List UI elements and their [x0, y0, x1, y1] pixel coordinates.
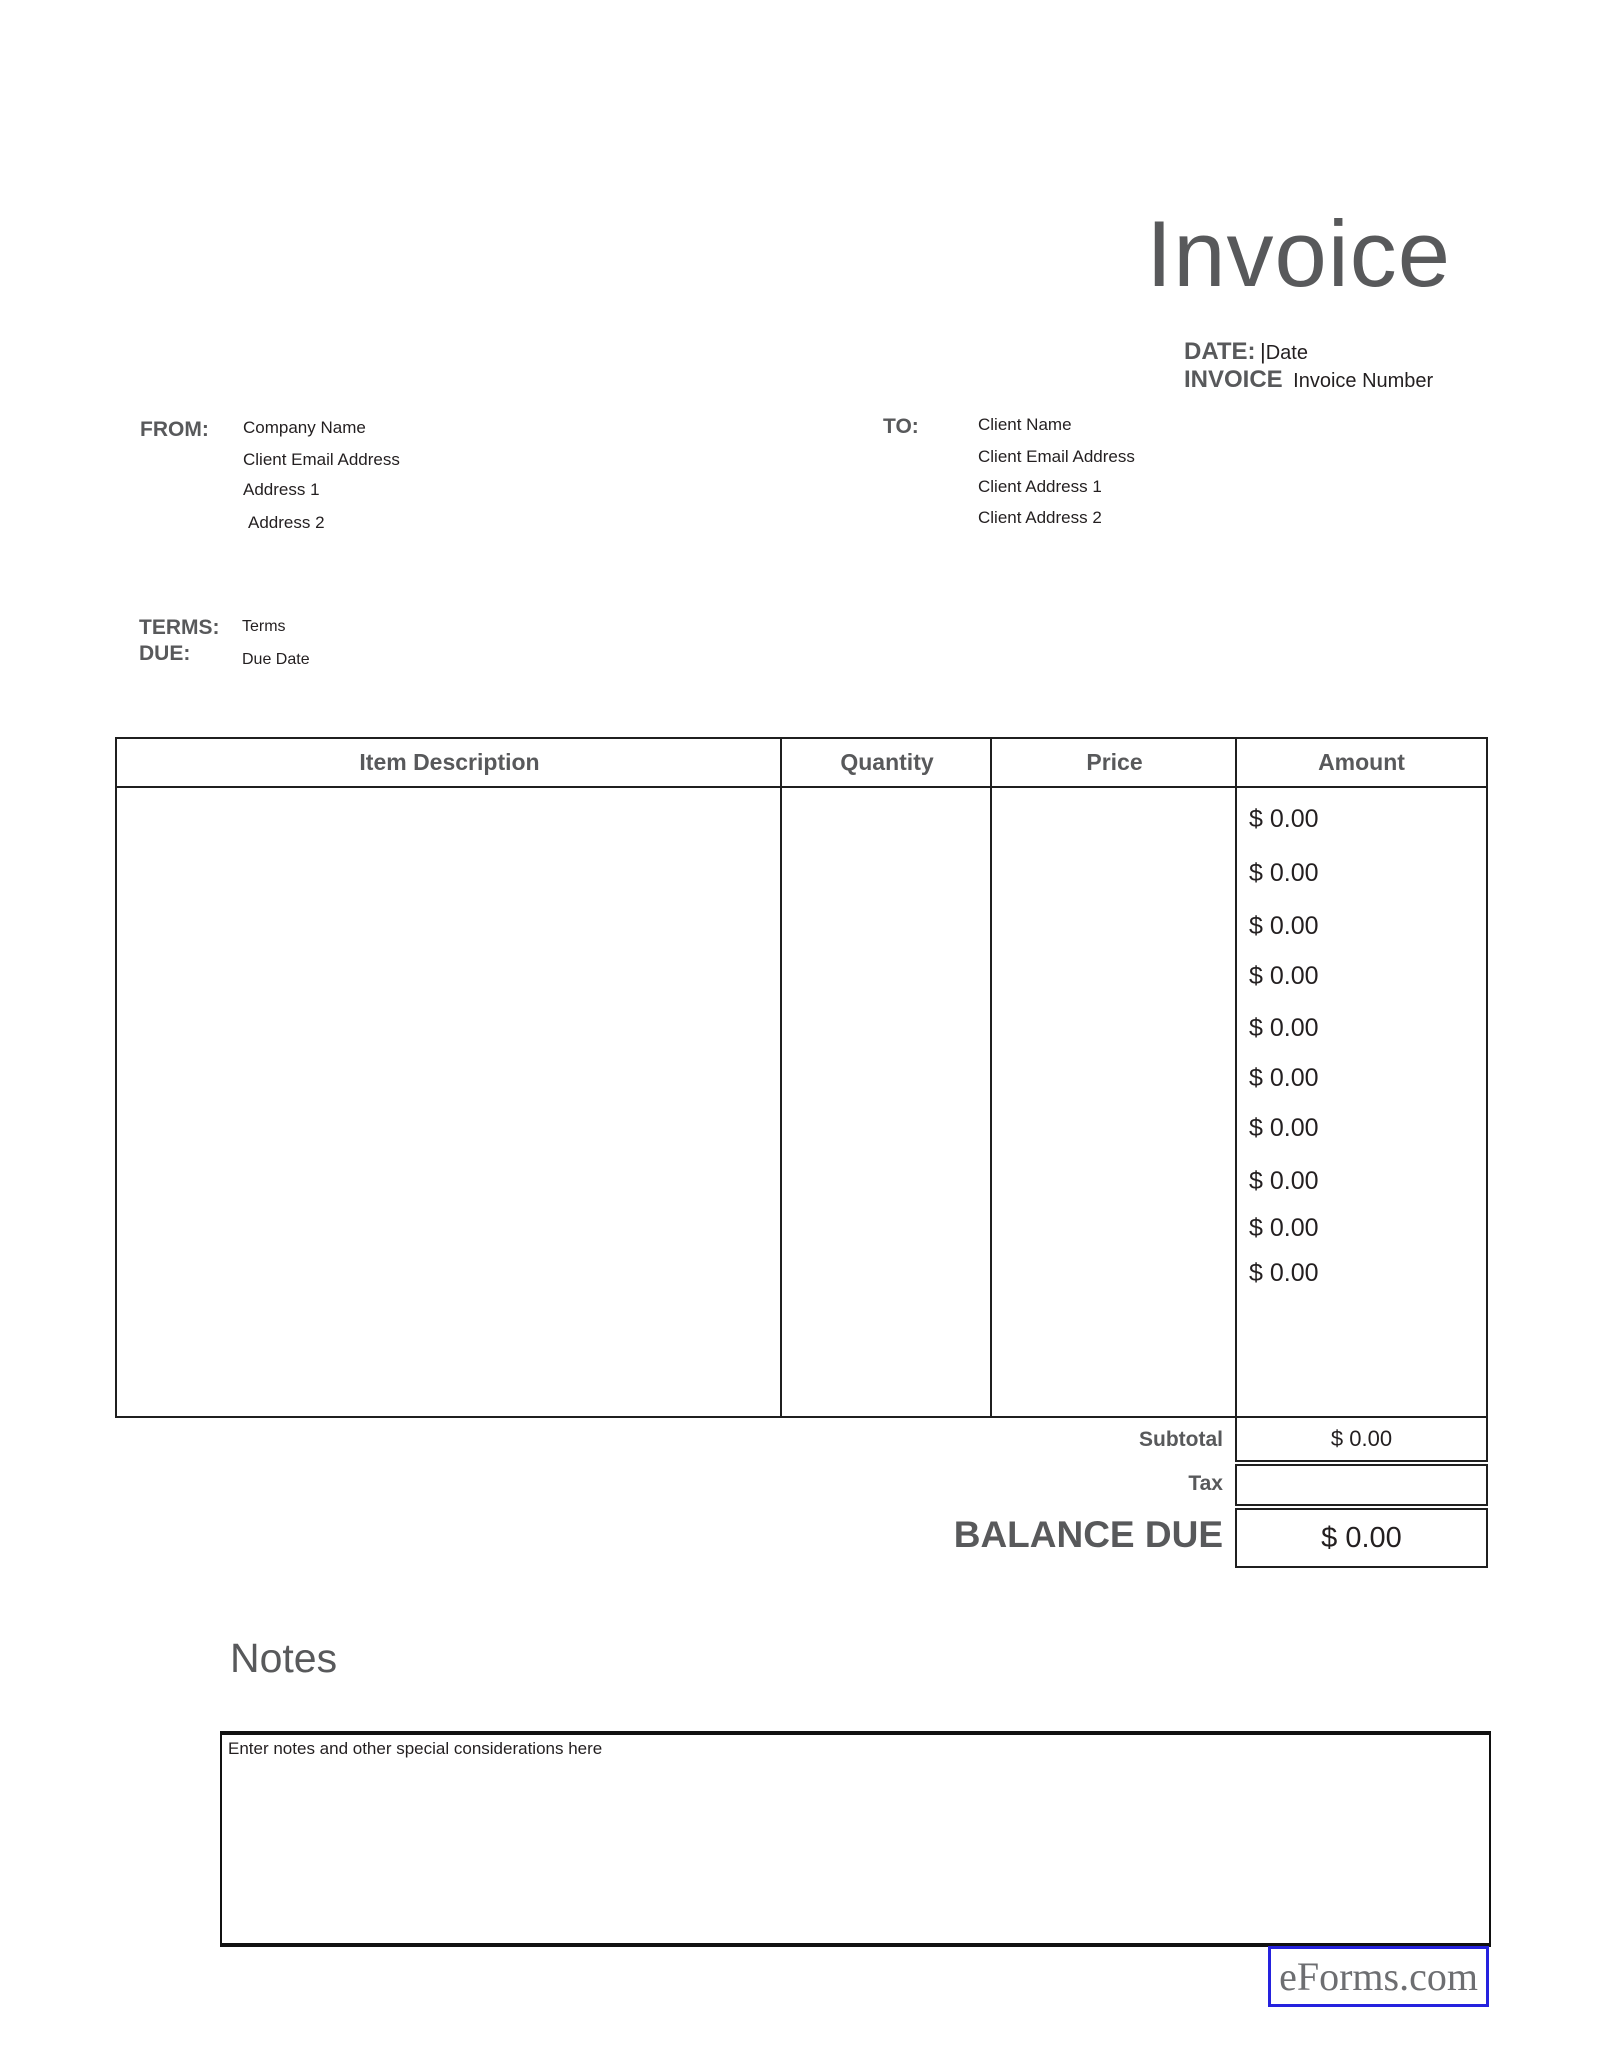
invoice-number-label: INVOICE	[1184, 366, 1283, 393]
amount-cell[interactable]: $ 0.00	[1249, 1259, 1319, 1287]
amount-cell[interactable]: $ 0.00	[1249, 859, 1319, 887]
terms-value-field[interactable]: Terms	[242, 618, 286, 635]
tax-label: Tax	[1188, 1472, 1223, 1495]
amount-cell[interactable]: $ 0.00	[1249, 1014, 1319, 1042]
header-item-description: Item Description	[359, 749, 540, 775]
amount-cell[interactable]: $ 0.00	[1249, 1214, 1319, 1242]
balance-due-label: BALANCE DUE	[953, 1514, 1223, 1555]
notes-heading: Notes	[230, 1635, 338, 1681]
items-table	[115, 737, 1488, 1418]
invoice-title: Invoice	[1146, 201, 1451, 306]
balance-due-value: $ 0.00	[1235, 1508, 1488, 1568]
from-address-2-field[interactable]: Address 2	[248, 513, 325, 532]
amount-cell[interactable]: $ 0.00	[1249, 805, 1319, 833]
amount-cell[interactable]: $ 0.00	[1249, 962, 1319, 990]
column-divider	[1235, 739, 1237, 1416]
items-table-header	[117, 739, 1486, 788]
from-email-field[interactable]: Client Email Address	[243, 450, 400, 469]
to-address-2-field[interactable]: Client Address 2	[978, 508, 1102, 527]
date-label: DATE:	[1184, 338, 1256, 365]
to-address-1-field[interactable]: Client Address 1	[978, 477, 1102, 496]
header-price: Price	[1086, 749, 1143, 775]
subtotal-label: Subtotal	[1139, 1428, 1223, 1451]
text-cursor-mark: |	[1260, 339, 1266, 364]
header-quantity: Quantity	[840, 749, 934, 775]
from-address-1-field[interactable]: Address 1	[243, 480, 320, 499]
amount-cell[interactable]: $ 0.00	[1249, 1167, 1319, 1195]
due-date-field[interactable]: Due Date	[242, 651, 310, 668]
eforms-link[interactable]: eForms.com	[1268, 1946, 1489, 2007]
quantity-input-area[interactable]	[782, 788, 990, 1416]
notes-placeholder: Enter notes and other special considerations here	[228, 1739, 603, 1758]
tax-value-field[interactable]	[1235, 1464, 1488, 1506]
invoice-number-field[interactable]: Invoice Number	[1293, 370, 1434, 392]
amount-cell[interactable]: $ 0.00	[1249, 1114, 1319, 1142]
amount-cell[interactable]: $ 0.00	[1249, 912, 1319, 940]
subtotal-value: $ 0.00	[1235, 1416, 1488, 1462]
item-description-input-area[interactable]	[117, 788, 780, 1416]
to-client-name-field[interactable]: Client Name	[978, 415, 1072, 434]
date-row	[1184, 338, 1308, 366]
date-value-field[interactable]: Date	[1265, 342, 1308, 364]
invoice-number-row	[1184, 366, 1433, 394]
from-company-name-field[interactable]: Company Name	[243, 418, 366, 437]
header-amount: Amount	[1318, 749, 1405, 775]
to-email-field[interactable]: Client Email Address	[978, 447, 1135, 466]
notes-input-box[interactable]	[220, 1731, 1491, 1947]
price-input-area[interactable]	[992, 788, 1235, 1416]
amount-cell[interactable]: $ 0.00	[1249, 1064, 1319, 1092]
terms-label: TERMS:	[139, 616, 220, 639]
to-label: TO:	[883, 415, 919, 438]
from-label: FROM:	[140, 418, 209, 441]
due-label: DUE:	[139, 642, 191, 665]
